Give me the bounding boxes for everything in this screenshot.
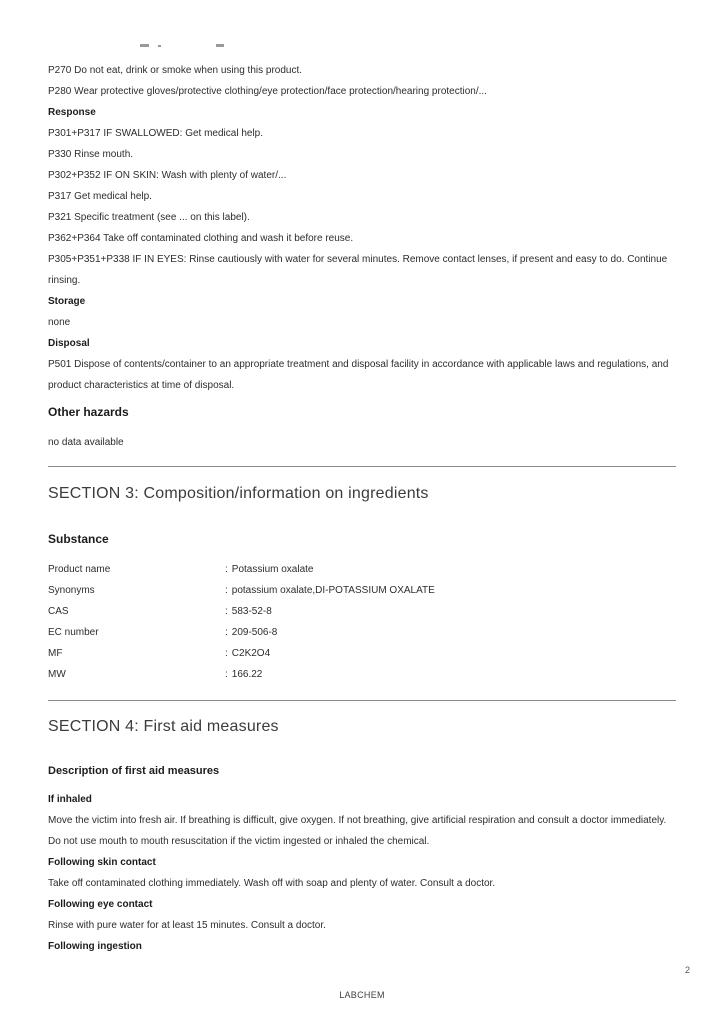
- substance-fields-table: [48, 559, 676, 685]
- field-separator: :: [225, 648, 228, 659]
- disposal-heading: Disposal: [48, 338, 90, 349]
- p-statement: P305+P351+P338 IF IN EYES: Rinse cautiously with water for several minutes. Remove contact lenses, if present and easy to do. Continue rinsing.: [48, 254, 668, 286]
- field-row-synonyms: [48, 580, 676, 601]
- field-label: Product name: [48, 564, 111, 575]
- field-value: Potassium oxalate: [231, 564, 314, 575]
- first-aid-text: Rinse with pure water for at least 15 minutes. Consult a doctor.: [48, 920, 326, 931]
- field-separator: :: [225, 606, 228, 617]
- field-label: EC number: [48, 627, 99, 638]
- response-heading: Response: [48, 107, 96, 118]
- footer-company-name: LABCHEM: [339, 990, 385, 1000]
- precautionary-statements: [48, 60, 676, 396]
- p-statement: P317 Get medical help.: [48, 191, 152, 202]
- p-statement: P330 Rinse mouth.: [48, 149, 134, 160]
- p-statement: P302+P352 IF ON SKIN: Wash with plenty of water/...: [48, 170, 287, 181]
- p-statement: P362+P364 Take off contaminated clothing and wash it before reuse.: [48, 233, 354, 244]
- other-hazards-heading: Other hazards: [48, 405, 129, 419]
- field-separator: :: [225, 627, 228, 638]
- p-statement: P501 Dispose of contents/container to an appropriate treatment and disposal facility in accordance with applicable laws and regulations, and product characteristics at time of disposal.: [48, 359, 669, 391]
- field-value: 583-52-8: [231, 606, 272, 617]
- p-statement: P321 Specific treatment (see ... on this label).: [48, 212, 250, 223]
- first-aid-description-heading: Description of first aid measures: [48, 765, 220, 777]
- p-statement: P280 Wear protective gloves/protective clothing/eye protection/face protection/hearing protection/...: [48, 86, 487, 97]
- field-value: 166.22: [231, 669, 263, 680]
- first-aid-subheading: If inhaled: [48, 794, 92, 805]
- section-divider: [48, 700, 676, 701]
- p-statement: P270 Do not eat, drink or smoke when using this product.: [48, 65, 303, 76]
- field-row-product-name: [48, 559, 676, 580]
- storage-text: none: [48, 317, 71, 328]
- field-label: CAS: [48, 606, 69, 617]
- field-label: MW: [48, 669, 66, 680]
- other-hazards-text: no data available: [48, 437, 124, 448]
- field-separator: :: [225, 669, 228, 680]
- first-aid-subheading: Following skin contact: [48, 857, 156, 868]
- first-aid-text: Take off contaminated clothing immediately. Wash off with soap and plenty of water. Consult a doctor.: [48, 878, 496, 889]
- field-separator: :: [225, 585, 228, 596]
- section-4-title: SECTION 4: First aid measures: [48, 718, 279, 735]
- field-value: C2K2O4: [231, 648, 271, 659]
- field-row-mw: [48, 664, 676, 685]
- first-aid-measures: [48, 789, 676, 957]
- field-separator: :: [225, 564, 228, 575]
- field-row-ec-number: [48, 622, 676, 643]
- first-aid-text: Move the victim into fresh air. If breathing is difficult, give oxygen. If not breathing, give artificial respiration and consult a doctor immediately. Do not use mouth to mouth resuscitation if the victim ingested or inhaled the chemical.: [48, 815, 667, 847]
- first-aid-subheading: Following ingestion: [48, 941, 142, 952]
- field-row-cas: [48, 601, 676, 622]
- p-statement: P301+P317 IF SWALLOWED: Get medical help.: [48, 128, 264, 139]
- substance-heading: Substance: [48, 532, 109, 546]
- first-aid-subheading: Following eye contact: [48, 899, 153, 910]
- page-number: 2: [684, 965, 690, 975]
- field-label: Synonyms: [48, 585, 95, 596]
- field-value: potassium oxalate,DI-POTASSIUM OXALATE: [231, 585, 435, 596]
- field-row-mf: [48, 643, 676, 664]
- section-divider: [48, 466, 676, 467]
- storage-heading: Storage: [48, 296, 86, 307]
- section-3-title: SECTION 3: Composition/information on ingredients: [48, 485, 429, 502]
- field-label: MF: [48, 648, 63, 659]
- page-content: [48, 0, 676, 957]
- field-value: 209-506-8: [231, 627, 278, 638]
